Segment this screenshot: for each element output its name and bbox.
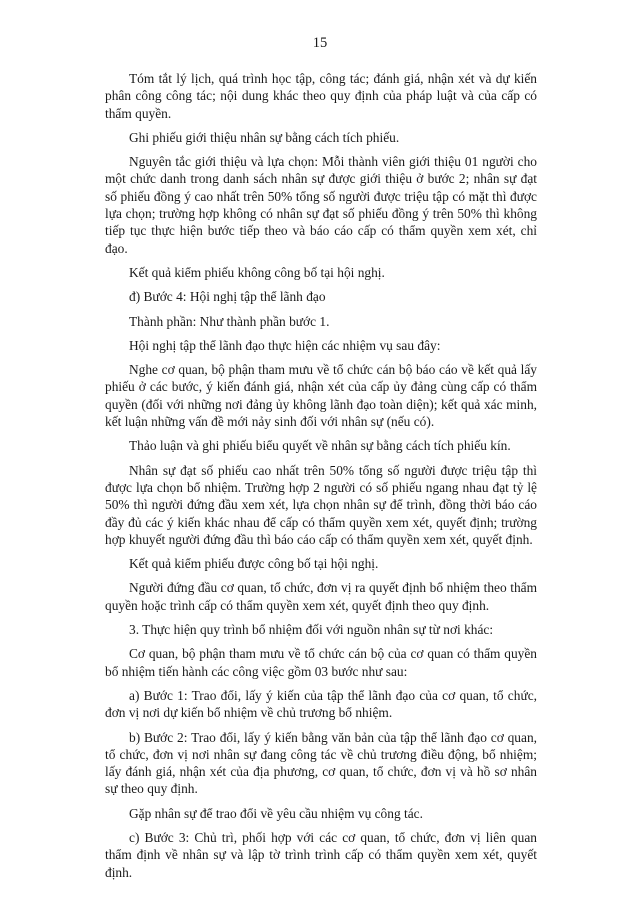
paragraph: Tóm tắt lý lịch, quá trình học tập, công tác; đánh giá, nhận xét và dự kiến phân công công tác; nội dung khác theo quy định của pháp luật và của cấp có thẩm quyền. xyxy=(105,71,537,121)
paragraph: Gặp nhân sự để trao đổi về yêu cầu nhiệm vụ công tác. xyxy=(129,805,423,821)
paragraph: Thành phần: Như thành phần bước 1. xyxy=(129,313,330,329)
paragraph: Cơ quan, bộ phận tham mưu về tổ chức cán bộ của cơ quan có thẩm quyền bổ nhiệm tiến hành các công việc gồm 03 bước như sau: xyxy=(105,646,537,679)
paragraph: c) Bước 3: Chủ trì, phối hợp với các cơ quan, tổ chức, đơn vị liên quan thẩm định về nhân sự và lập tờ trình trình cấp có thẩm quyền xem xét, quyết định. xyxy=(105,829,537,880)
page-number: 15 xyxy=(312,35,328,51)
document-body xyxy=(105,70,537,888)
paragraph: Hội nghị tập thể lãnh đạo thực hiện các nhiệm vụ sau đây: xyxy=(129,337,441,353)
paragraph: a) Bước 1: Trao đổi, lấy ý kiến của tập thể lãnh đạo của cơ quan, tổ chức, đơn vị nơi dự kiến bổ nhiệm về chủ trương bổ nhiệm. xyxy=(105,687,537,721)
paragraph: Kết quả kiểm phiếu không công bố tại hội nghị. xyxy=(129,264,385,280)
paragraph: Nhân sự đạt số phiếu cao nhất trên 50% tổng số người được triệu tập thì được lựa chọn bổ nhiệm. Trường hợp 2 người có số phiếu ngang nhau đạt tỷ lệ 50% thì người đứng đầu xem xét, lựa chọn nhân sự để trình, đồng thời báo cáo đầy đủ các ý kiến khác nhau để cấp có thẩm quyền xem xét, quyết định; trường hợp khuyết người đứng đầu thì báo cáo cấp có thẩm quyền xem xét, quyết định. xyxy=(105,462,537,547)
section-heading: đ) Bước 4: Hội nghị tập thể lãnh đạo xyxy=(129,289,326,305)
paragraph: Nghe cơ quan, bộ phận tham mưu về tổ chức cán bộ báo cáo về kết quả lấy phiếu ở các bước, ý kiến đánh giá, nhận xét của cấp ủy đảng cùng cấp có thẩm quyền (đối với những nơi đảng ủy không lãnh đạo toàn diện); kết quả xác minh, kết luận những vấn đề mới nảy sinh đối với nhân sự (nếu có). xyxy=(105,362,537,430)
paragraph: Ghi phiếu giới thiệu nhân sự bằng cách tích phiếu. xyxy=(129,129,400,145)
section-heading: 3. Thực hiện quy trình bổ nhiệm đối với nguồn nhân sự từ nơi khác: xyxy=(129,622,494,638)
paragraph: Nguyên tắc giới thiệu và lựa chọn: Mỗi thành viên giới thiệu 01 người cho một chức danh trong danh sách nhân sự được giới thiệu ở bước 2; nhân sự đạt số phiếu đồng ý cao nhất trên 50% tổng số người được triệu tập có mặt thì được lựa chọn; trường hợp không có nhân sự đạt số phiếu đồng ý trên 50% thì không tiếp tục thực hiện bước tiếp theo và báo cáo cấp có thẩm quyền xem xét, chỉ đạo. xyxy=(105,154,537,256)
paragraph: Kết quả kiểm phiếu được công bố tại hội nghị. xyxy=(129,556,379,572)
paragraph: Người đứng đầu cơ quan, tổ chức, đơn vị ra quyết định bổ nhiệm theo thẩm quyền hoặc trình cấp có thẩm quyền xem xét, quyết định theo quy định. xyxy=(105,580,537,613)
paragraph: Thảo luận và ghi phiếu biểu quyết về nhân sự bằng cách tích phiếu kín. xyxy=(129,438,511,454)
paragraph: b) Bước 2: Trao đổi, lấy ý kiến bằng văn bản của tập thể lãnh đạo cơ quan, tổ chức, đơn vị nơi nhân sự đang công tác về chủ trương điều động, bổ nhiệm; lấy đánh giá, nhận xét của địa phương, cơ quan, tổ chức, đơn vị và hồ sơ nhân sự theo quy định. xyxy=(105,729,537,797)
